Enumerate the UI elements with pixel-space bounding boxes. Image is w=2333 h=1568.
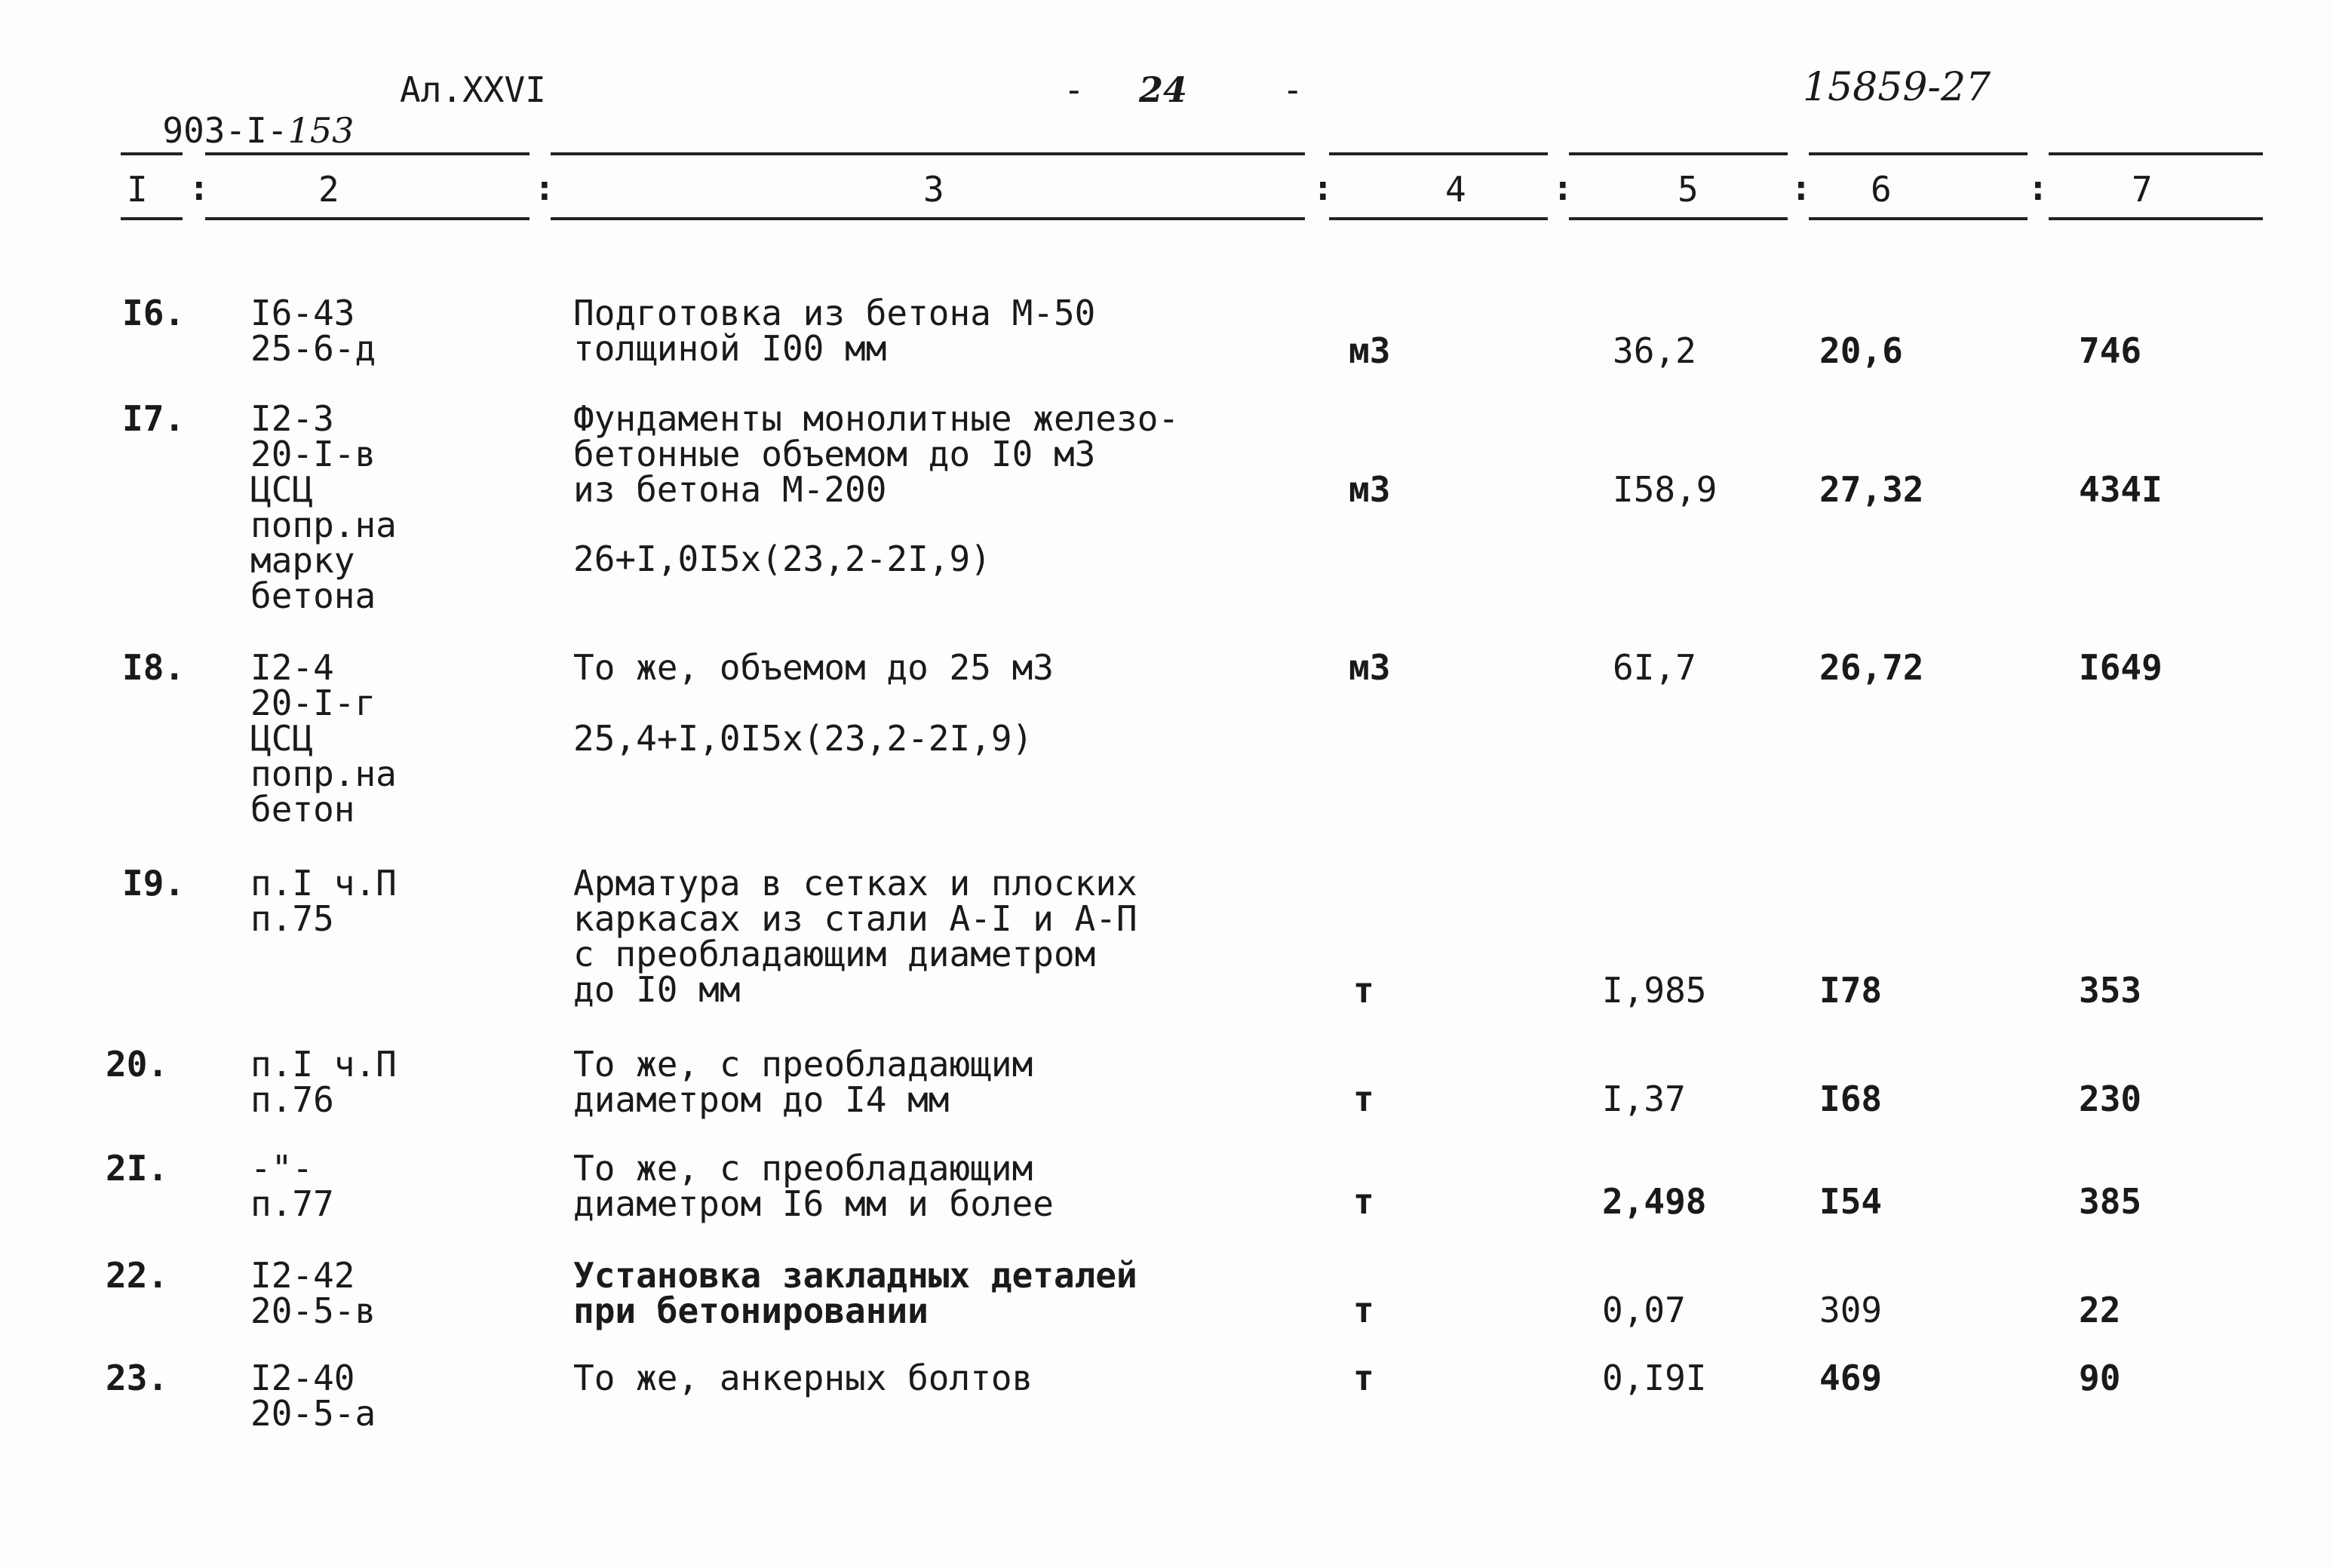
row-total: 353 [2079,970,2142,1011]
row-unit-price: I78 [1819,970,1883,1011]
header-rule-bottom-6 [1809,217,2028,220]
column-header-4: 4 [1445,169,1466,210]
page-number: 24 [1139,69,1188,110]
row-unit-price: 469 [1819,1358,1883,1398]
row-unit: т [1353,1079,1374,1119]
row-quantity: 36,2 [1613,330,1696,371]
header-rule-bottom-5 [1569,217,1788,220]
row-total: 746 [2079,330,2142,371]
row-unit: м3 [1349,330,1391,371]
row-code: I2-3 20-I-в ЦСЦ попр.на марку бетона [250,398,397,616]
row-unit: т [1353,1181,1374,1222]
header-rule-bottom-3 [551,217,1305,220]
row-calculation: 26+I,0I5х(23,2-2I,9) [573,539,991,579]
column-separator: : [1312,167,1334,208]
series-code [121,69,354,151]
series-handwritten-number: 153 [287,110,355,151]
header-rule-bottom-4 [1329,217,1548,220]
row-unit-price: I54 [1819,1181,1883,1222]
row-total: 434I [2079,469,2163,510]
row-quantity: I,985 [1602,970,1707,1011]
row-number: I9. [122,863,186,904]
row-calculation: 25,4+I,0I5х(23,2-2I,9) [573,718,1033,759]
row-quantity: 0,I9I [1602,1358,1707,1398]
row-total: I649 [2079,647,2163,688]
row-number: I8. [122,647,186,688]
header-rule-top-1 [121,152,183,155]
row-unit-price: 26,72 [1819,647,1924,688]
column-separator: : [189,167,210,208]
header-rule-bottom-2 [205,217,530,220]
row-unit: т [1353,1290,1374,1330]
row-quantity: 6I,7 [1613,647,1696,688]
row-description: Установка закладных деталей при бетонировании [573,1255,1137,1331]
album-number: Ал.XXVI [400,69,546,110]
row-code: I6-43 25-6-д [250,293,376,369]
row-quantity: I,37 [1602,1079,1686,1119]
column-header-3: 3 [923,169,944,210]
row-code: I2-42 20-5-в [250,1255,376,1331]
row-number: 23. [106,1358,169,1398]
column-header-5: 5 [1678,169,1699,210]
row-total: 230 [2079,1079,2142,1119]
header-rule-top-4 [1329,152,1548,155]
row-number: 20. [106,1044,169,1085]
row-quantity: 0,07 [1602,1290,1686,1330]
column-separator: : [2028,167,2049,208]
row-total: 90 [2079,1358,2121,1398]
header-rule-top-7 [2049,152,2263,155]
row-code: п.I ч.П п.76 [250,1044,397,1120]
row-number: I7. [122,398,186,439]
row-unit: м3 [1349,469,1391,510]
page-dash-right: - [1282,69,1303,110]
row-code: I2-4 20-I-г ЦСЦ попр.на бетон [250,647,397,830]
row-quantity: 2,498 [1602,1181,1707,1222]
column-separator: : [1791,167,1812,208]
row-description: То же, с преобладающим диаметром до I4 мм [573,1044,1033,1120]
header-rule-top-3 [551,152,1305,155]
row-number: 22. [106,1255,169,1296]
row-total: 22 [2079,1290,2121,1330]
row-quantity: I58,9 [1613,469,1718,510]
row-description: То же, объемом до 25 м3 [573,647,1054,688]
column-header-1: I [127,169,148,210]
column-header-2: 2 [318,169,339,210]
header-rule-top-5 [1569,152,1788,155]
row-unit-price: 309 [1819,1290,1883,1330]
row-number: I6. [122,293,186,333]
document-number: 15859-27 [1803,65,1991,110]
row-description: Арматура в сетках и плоских каркасах из стали А-I и А-П с преобладающим диаметром до I0 мм [573,863,1137,1010]
row-description: То же, с преобладающим диаметром I6 мм и более [573,1148,1054,1224]
row-description: Подготовка из бетона М-50 толщиной I00 мм [573,293,1096,369]
header-rule-top-6 [1809,152,2028,155]
column-separator: : [1552,167,1573,208]
row-description: Фундаменты монолитные железо- бетонные объемом до I0 м3 из бетона М-200 [573,398,1180,510]
row-unit: т [1353,970,1374,1011]
column-header-7: 7 [2132,169,2153,210]
header-rule-top-2 [205,152,530,155]
column-separator: : [534,167,555,208]
row-unit-price: I68 [1819,1079,1883,1119]
header-rule-bottom-7 [2049,217,2263,220]
column-header-6: 6 [1871,169,1892,210]
series-prefix: 903-I- [162,110,288,151]
row-description: То же, анкерных болтов [573,1358,1033,1398]
page-dash-left: - [1064,69,1085,110]
header-rule-bottom-1 [121,217,183,220]
row-unit-price: 27,32 [1819,469,1924,510]
row-code: -"- п.77 [250,1148,334,1224]
row-unit-price: 20,6 [1819,330,1903,371]
row-code: I2-40 20-5-а [250,1358,376,1434]
row-unit: т [1353,1358,1374,1398]
row-total: 385 [2079,1181,2142,1222]
row-number: 2I. [106,1148,169,1189]
row-code: п.I ч.П п.75 [250,863,397,939]
row-unit: м3 [1349,647,1391,688]
